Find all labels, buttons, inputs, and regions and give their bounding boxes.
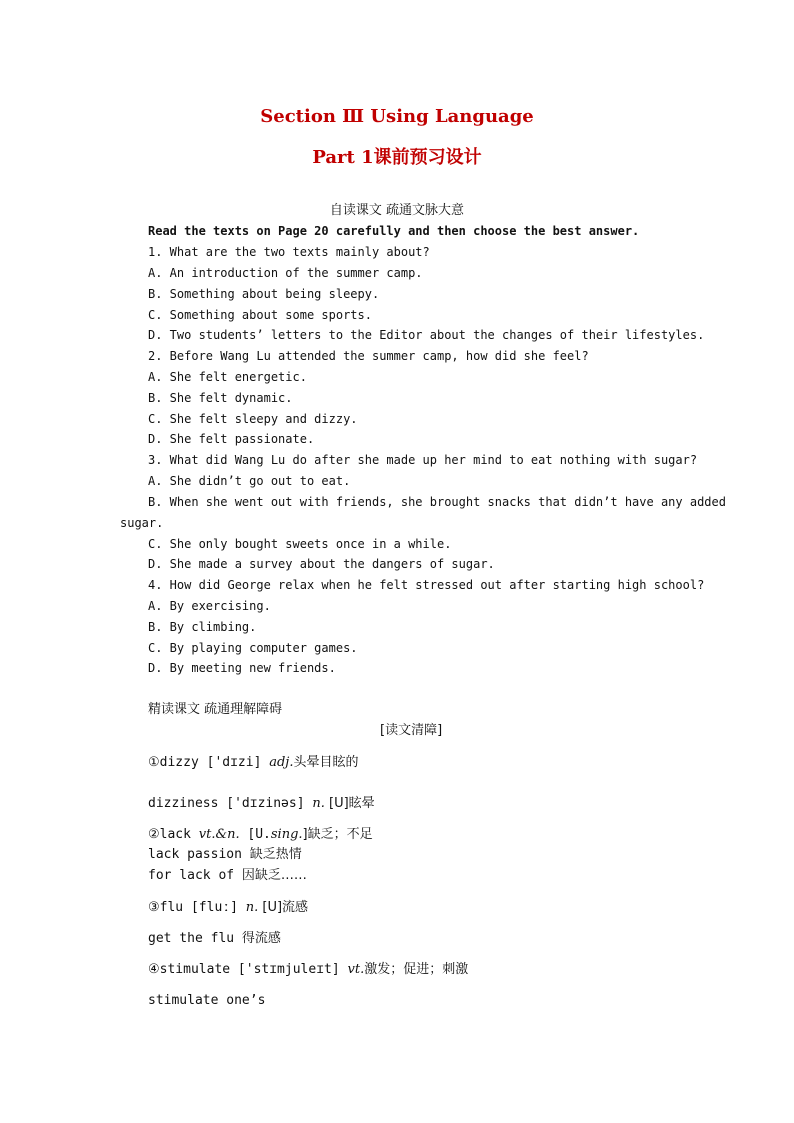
vocab-word: ④stimulate ['stɪmjuleɪt] [148, 962, 348, 977]
vocab-meaning: ]缺乏；不足 [302, 827, 373, 842]
q2-option-b: B. She felt dynamic. [148, 391, 293, 405]
vocab-meaning: 头晕目眩的 [293, 755, 359, 770]
q1-option-b: B. Something about being sleepy. [148, 287, 380, 301]
phrase-for-lack-of [148, 869, 307, 883]
q2-option-d: D. She felt passionate. [148, 432, 315, 446]
vocab-pos: n. [312, 796, 325, 811]
phrase-get-the-flu [148, 932, 281, 946]
vocab-word: ②lack [148, 827, 199, 842]
q3-option-a: A. She didn’t go out to eat. [148, 474, 351, 488]
q2-option-c: C. She felt sleepy and dizzy. [148, 412, 358, 426]
vocab-pos: vt.&n. [198, 827, 240, 842]
vocab-word: ①dizzy ['dɪzi] [148, 755, 270, 770]
part-subtitle: Part 1课前预习设计 [312, 147, 482, 168]
intensive-reading-heading: 精读课文 疏通理解障碍 [148, 702, 283, 717]
q3-option-b: B. When she went out with friends, she brought snacks that didn’t have any added [148, 495, 726, 509]
vocab-pos: n. [245, 900, 259, 915]
question-1: 1. What are the two texts mainly about? [148, 245, 430, 259]
vocab-pos: vt. [347, 962, 365, 977]
q1-option-d: D. Two students’ letters to the Editor about the changes of their lifestyles. [148, 328, 705, 342]
phrase-en: lack passion [148, 847, 250, 862]
vocab-meaning: 激发；促进；刺激 [364, 962, 469, 977]
vocab-stimulate [148, 963, 468, 977]
q3-option-b-cont: sugar. [120, 516, 164, 530]
question-4: 4. How did George relax when he felt stressed out after starting high school? [148, 578, 705, 592]
q4-option-a: A. By exercising. [148, 599, 271, 613]
vocab-flu [148, 901, 308, 915]
section-title: Section Ⅲ Using Language [260, 106, 534, 127]
vocab-dizziness [148, 797, 375, 811]
vocab-word: dizziness ['dɪzinəs] [148, 796, 313, 811]
q2-option-a: A. She felt energetic. [148, 370, 307, 384]
vocab-pos2: sing. [270, 827, 303, 842]
vocab-meaning: [U]流感 [258, 900, 309, 915]
question-2: 2. Before Wang Lu attended the summer camp, how did she feel? [148, 349, 589, 363]
instruction: Read the texts on Page 20 carefully and then choose the best answer. [148, 224, 640, 238]
vocab-pre: [U. [239, 827, 271, 842]
phrase-en: get the flu [148, 931, 242, 946]
q4-option-c: C. By playing computer games. [148, 641, 358, 655]
q4-option-d: D. By meeting new friends. [148, 661, 336, 675]
vocab-dizzy [148, 756, 359, 770]
phrase-en: for lack of [148, 868, 242, 883]
self-reading-heading: 自读课文 疏通文脉大意 [329, 203, 465, 218]
phrase-stimulate-ones: stimulate one’s [148, 993, 266, 1008]
vocab-word: ③flu [fluː] [148, 900, 246, 915]
phrase-cn: 得流感 [241, 931, 281, 946]
vocab-lack [148, 828, 373, 842]
question-3: 3. What did Wang Lu do after she made up her mind to eat nothing with sugar? [148, 453, 698, 467]
q3-option-d: D. She made a survey about the dangers of sugar. [148, 557, 495, 571]
q4-option-b: B. By climbing. [148, 620, 257, 634]
phrase-lack-passion [148, 848, 302, 862]
vocab-pos: adj. [269, 755, 294, 770]
phrase-cn: 缺乏热情 [249, 847, 302, 862]
q1-option-c: C. Something about some sports. [148, 308, 372, 322]
q3-option-c: C. She only bought sweets once in a while. [148, 537, 452, 551]
vocab-meaning: [U]眩晕 [324, 796, 375, 811]
q1-option-a: A. An introduction of the summer camp. [148, 266, 423, 280]
phrase-cn: 因缺乏…… [241, 868, 307, 883]
reading-clear-obstacles: [读文清障] [380, 723, 443, 738]
